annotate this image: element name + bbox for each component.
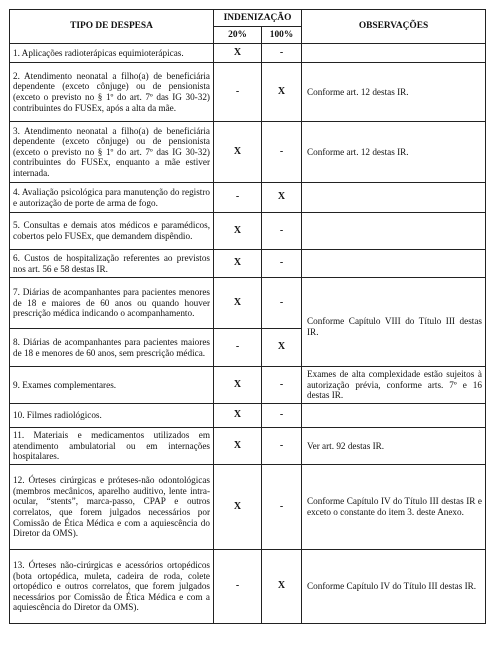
observation xyxy=(302,404,486,428)
document-page xyxy=(9,9,486,624)
table-row xyxy=(10,367,486,404)
table-row xyxy=(10,404,486,428)
header-indenizacao: INDENIZAÇÃO xyxy=(214,10,302,27)
cell-20: X xyxy=(214,122,262,183)
cell-20: X xyxy=(214,278,262,329)
observation xyxy=(302,183,486,213)
observation xyxy=(302,278,486,367)
cell-100: X xyxy=(262,550,302,624)
observation: Conforme Capítulo IV do Título III destas IR e exceto o constante do item 3. deste Anexo. xyxy=(302,465,486,550)
header-tipo: TIPO DE DESPESA xyxy=(10,10,214,44)
cell-100: - xyxy=(262,465,302,550)
cell-100: - xyxy=(262,278,302,329)
cell-100: - xyxy=(262,428,302,465)
row-description: 3. Atendimento neonatal a filho(a) de beneficiária dependente (exceto cônjuge) ou de pensionista (exceto o previsto no § 1º do art. 7º das IG 30-32) contribuintes do FUSEx, enquanto a mãe estiver internada. xyxy=(10,122,214,183)
row-description: 11. Materiais e medicamentos utilizados em atendimento ambulatorial ou em internações hospitalares. xyxy=(10,428,214,465)
table-row xyxy=(10,250,486,278)
observation xyxy=(302,213,486,250)
cell-100: - xyxy=(262,44,302,63)
row-description: 10. Filmes radiológicos. xyxy=(10,404,214,428)
row-description: 5. Consultas e demais atos médicos e paramédicos, cobertos pelo FUSEx, que demandem dispêndio. xyxy=(10,213,214,250)
observation: Conforme art. 12 destas IR. xyxy=(302,122,486,183)
row-description: 4. Avaliação psicológica para manutenção do registro e autorização de porte de arma de fogo. xyxy=(10,183,214,213)
table-row xyxy=(10,44,486,63)
table-row xyxy=(10,213,486,250)
cell-20: - xyxy=(214,329,262,367)
row-description: 9. Exames complementares. xyxy=(10,367,214,404)
cell-20: - xyxy=(214,550,262,624)
observation: Exames de alta complexidade estão sujeitos à autorização prévia, conforme arts. 7º e 16 destas IR. xyxy=(302,367,486,404)
cell-20: - xyxy=(214,63,262,122)
table-row xyxy=(10,278,486,329)
cell-100: - xyxy=(262,367,302,404)
cell-100: - xyxy=(262,250,302,278)
row-description: 1. Aplicações radioterápicas equimioterápicas. xyxy=(10,44,214,63)
observation: Ver art. 92 destas IR. xyxy=(302,428,486,465)
expense-table xyxy=(9,9,486,624)
cell-20: X xyxy=(214,250,262,278)
observation xyxy=(302,250,486,278)
cell-100: - xyxy=(262,404,302,428)
row-description: 6. Custos de hospitalização referentes ao previstos nos art. 56 e 58 destas IR. xyxy=(10,250,214,278)
cell-100: - xyxy=(262,213,302,250)
row-description: 12. Órteses cirúrgicas e próteses-não odontológicas (membros mecânicos, aparelho auditivo, lente intra-ocular, “stents”, marca-passo, CPAP e outros correlatos, que forem julgados necessários por Comissão de Ética Médica e com a aquiescência do Diretor da OMS). xyxy=(10,465,214,550)
row-description: 13. Órteses não-cirúrgicas e acessórios ortopédicos (bota ortopédica, muleta, cadeira de roda, colete ortopédico e outros correlatos, que forem julgados necessários por Comissão de Ética Médica e com a aquiescência do Diretor da OMS). xyxy=(10,550,214,624)
header-observacoes: OBSERVAÇÕES xyxy=(302,10,486,44)
cell-100: X xyxy=(262,329,302,367)
cell-20: - xyxy=(214,183,262,213)
row-description: 2. Atendimento neonatal a filho(a) de beneficiária dependente (exceto cônjuge) ou de pensionista (exceto o previsto no § 1º do art. 7º das IG 30-32) contribuintes do FUSEx, após a alta da mãe. xyxy=(10,63,214,122)
cell-20: X xyxy=(214,213,262,250)
table-row xyxy=(10,183,486,213)
cell-20: X xyxy=(214,465,262,550)
header-100: 100% xyxy=(262,27,302,44)
observation xyxy=(302,44,486,63)
table-row xyxy=(10,550,486,624)
cell-20: X xyxy=(214,44,262,63)
table-row xyxy=(10,122,486,183)
table-row xyxy=(10,63,486,122)
cell-20: X xyxy=(214,428,262,465)
row-description: 8. Diárias de acompanhantes para pacientes maiores de 18 e menores de 60 anos, sem prescrição médica. xyxy=(10,329,214,367)
table-row xyxy=(10,465,486,550)
header-row xyxy=(10,10,486,27)
observation-text: Conforme Capítulo VIII do Título III destas IR. xyxy=(307,315,482,337)
observation: Conforme art. 12 destas IR. xyxy=(302,63,486,122)
cell-20: X xyxy=(214,367,262,404)
row-description: 7. Diárias de acompanhantes para pacientes menores de 18 e maiores de 60 anos ou quando houver prescrição médica indicando o acompanhamento. xyxy=(10,278,214,329)
table-row xyxy=(10,428,486,465)
cell-20: X xyxy=(214,404,262,428)
cell-100: X xyxy=(262,63,302,122)
observation: Conforme Capítulo IV do Título III destas IR. xyxy=(302,550,486,624)
cell-100: X xyxy=(262,183,302,213)
header-20: 20% xyxy=(214,27,262,44)
cell-100: - xyxy=(262,122,302,183)
